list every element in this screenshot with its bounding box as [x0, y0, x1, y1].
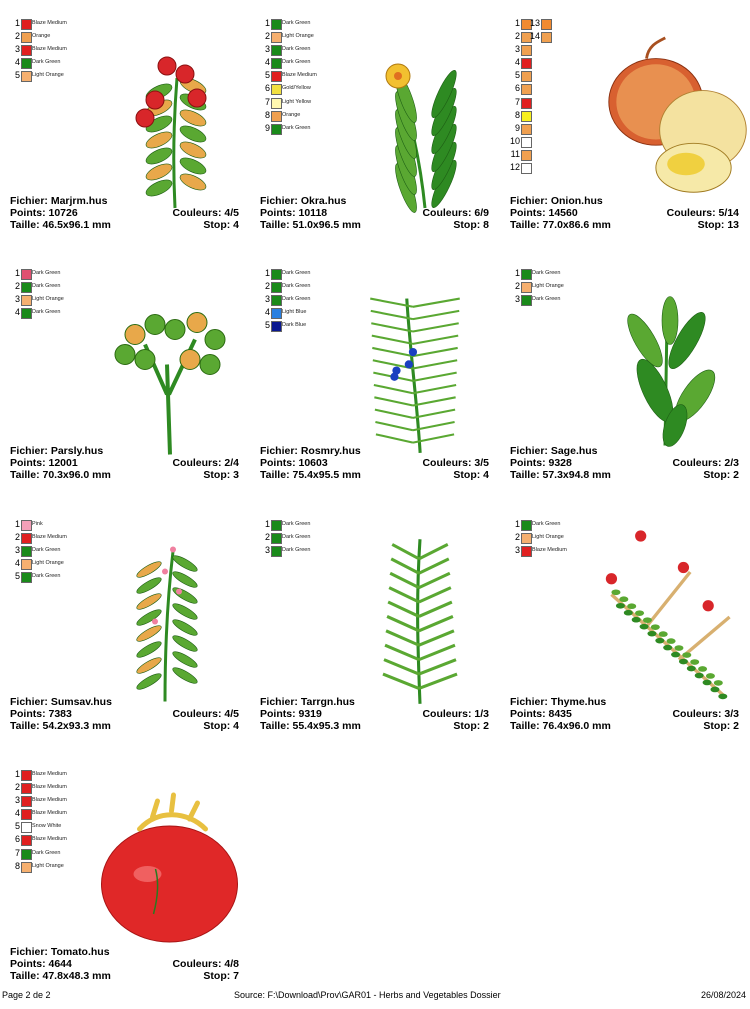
color-swatch	[21, 849, 32, 860]
color-number: 1	[514, 519, 520, 529]
color-number: 9	[264, 122, 270, 133]
color-count: Couleurs: 4/5	[172, 207, 239, 219]
color-swatch	[521, 546, 532, 557]
color-number: 2	[14, 782, 20, 793]
color-name: Dark Green	[282, 521, 311, 527]
color-name: Blaze Medium	[32, 20, 67, 26]
color-count: Couleurs: 4/5	[172, 708, 239, 720]
color-name: Dark Green	[282, 270, 311, 276]
design-card	[10, 268, 250, 508]
color-number: 7	[264, 96, 270, 107]
stop-count: Stop: 4	[203, 219, 239, 231]
color-count: Couleurs: 4/8	[172, 958, 239, 970]
color-number: 6	[14, 834, 20, 845]
color-number: 4	[264, 307, 270, 318]
color-name: Snow White	[32, 823, 62, 830]
stitch-points: Points: 4644	[10, 958, 72, 970]
color-swatch	[21, 809, 32, 820]
stitch-points: Points: 10726	[10, 207, 78, 219]
design-card	[10, 769, 250, 1009]
color-name: Light Orange	[532, 534, 564, 541]
color-number: 1	[14, 18, 20, 28]
color-swatch	[21, 770, 32, 781]
color-swatch	[521, 282, 532, 293]
embroidery-design-image	[598, 527, 743, 707]
design-size: Taille: 46.5x96.1 mm	[10, 219, 111, 231]
design-card	[260, 519, 500, 759]
stop-count: Stop: 4	[203, 720, 239, 732]
stop-count: Stop: 3	[203, 469, 239, 481]
stop-count: Stop: 2	[453, 720, 489, 732]
color-number: 3	[514, 44, 520, 55]
stop-count: Stop: 4	[453, 469, 489, 481]
color-count: Couleurs: 2/4	[172, 457, 239, 469]
color-name: Light Orange	[32, 72, 64, 79]
stop-count: Stop: 8	[453, 219, 489, 231]
color-swatch	[21, 19, 32, 30]
stitch-points: Points: 9328	[510, 457, 572, 469]
color-swatch	[271, 71, 282, 82]
color-swatch	[271, 321, 282, 332]
color-swatch	[521, 111, 532, 122]
color-number: 3	[264, 545, 270, 556]
design-card	[510, 519, 750, 759]
color-number: 7	[14, 847, 20, 858]
design-size: Taille: 76.4x96.0 mm	[510, 720, 611, 732]
color-name: Blaze Medium	[32, 534, 67, 541]
color-number: 4	[264, 57, 270, 68]
color-number: 4	[14, 57, 20, 68]
design-card	[10, 519, 250, 759]
color-number: 1	[264, 18, 270, 28]
color-name: Pink	[32, 521, 43, 527]
color-number: 3	[264, 294, 270, 305]
color-number: 7	[514, 96, 520, 107]
color-swatch	[271, 124, 282, 135]
file-name: Fichier: Parsly.hus	[10, 445, 104, 457]
file-name: Fichier: Tarrgn.hus	[260, 696, 355, 708]
color-swatch	[271, 111, 282, 122]
color-swatch	[271, 98, 282, 109]
design-size: Taille: 55.4x95.3 mm	[260, 720, 361, 732]
color-swatch	[271, 58, 282, 69]
color-swatch	[271, 84, 282, 95]
color-number: 2	[264, 31, 270, 42]
color-count: Couleurs: 2/3	[672, 457, 739, 469]
color-swatch	[521, 163, 532, 174]
color-number: 3	[264, 44, 270, 55]
color-swatch	[271, 308, 282, 319]
file-name: Fichier: Sumsav.hus	[10, 696, 112, 708]
color-name: Blaze Medium	[32, 771, 67, 777]
color-swatch	[21, 71, 32, 82]
file-name: Fichier: Rosmry.hus	[260, 445, 361, 457]
color-number: 4	[14, 307, 20, 318]
color-number: 10	[510, 135, 521, 146]
color-name: Dark Green	[532, 270, 561, 276]
color-swatch	[521, 520, 532, 531]
color-swatch	[21, 520, 32, 531]
color-name: Dark Green	[282, 20, 311, 26]
color-number: 8	[514, 109, 520, 120]
color-number: 6	[514, 83, 520, 94]
design-size: Taille: 54.2x93.3 mm	[10, 720, 111, 732]
color-name: Light Blue	[282, 309, 307, 316]
color-name: Dark Green	[532, 296, 561, 303]
color-number: 3	[514, 545, 520, 556]
color-name: Dark Green	[282, 283, 311, 290]
color-swatch	[271, 546, 282, 557]
color-number: 4	[514, 57, 520, 68]
color-number: 2	[14, 31, 20, 42]
color-number: 4	[14, 558, 20, 569]
color-number: 12	[510, 162, 521, 173]
color-swatch	[541, 32, 552, 43]
color-swatch	[271, 269, 282, 280]
color-count: Couleurs: 5/14	[666, 207, 739, 219]
color-number: 2	[264, 281, 270, 292]
color-swatch	[21, 45, 32, 56]
color-swatch	[521, 295, 532, 306]
color-name: Dark Green	[32, 547, 61, 554]
color-name: Blaze Medium	[32, 46, 67, 53]
color-name: Dark Green	[32, 270, 61, 276]
color-number: 5	[264, 70, 270, 81]
color-swatch	[21, 862, 32, 873]
stitch-points: Points: 9319	[260, 708, 322, 720]
color-count: Couleurs: 3/5	[422, 457, 489, 469]
stop-count: Stop: 7	[203, 970, 239, 982]
color-number: 3	[14, 545, 20, 556]
color-count: Couleurs: 1/3	[422, 708, 489, 720]
color-number: 3	[514, 294, 520, 305]
color-name: Dark Green	[282, 124, 311, 131]
color-name: Dark Green	[32, 283, 61, 290]
color-number: 2	[14, 532, 20, 543]
color-name: Dark Green	[32, 573, 61, 580]
embroidery-design-image	[365, 529, 475, 709]
design-size: Taille: 47.8x48.3 mm	[10, 970, 111, 982]
color-number: 9	[514, 122, 520, 133]
color-number: 2	[14, 281, 20, 292]
color-number: 8	[264, 109, 270, 120]
color-swatch	[521, 45, 532, 56]
color-number: 5	[14, 70, 20, 81]
embroidery-design-image	[370, 38, 480, 213]
color-swatch	[21, 533, 32, 544]
color-name: Dark Green	[32, 309, 61, 316]
color-name: Dark Blue	[282, 322, 307, 329]
color-name: Dark Green	[282, 46, 311, 53]
embroidery-design-image	[90, 789, 250, 949]
color-number: 1	[264, 519, 270, 529]
color-swatch	[21, 822, 32, 833]
color-swatch	[521, 533, 532, 544]
design-size: Taille: 57.3x94.8 mm	[510, 469, 611, 481]
color-number: 5	[14, 821, 20, 832]
color-name: Dark Green	[282, 534, 311, 541]
design-size: Taille: 51.0x96.5 mm	[260, 219, 361, 231]
color-swatch	[521, 269, 532, 280]
stop-count: Stop: 13	[697, 219, 739, 231]
design-card	[260, 18, 500, 258]
stitch-points: Points: 8435	[510, 708, 572, 720]
file-name: Fichier: Onion.hus	[510, 195, 603, 207]
design-size: Taille: 77.0x86.6 mm	[510, 219, 611, 231]
file-name: Fichier: Tomato.hus	[10, 946, 110, 958]
color-swatch	[21, 835, 32, 846]
color-swatch	[21, 546, 32, 557]
color-name: Dark Green	[282, 59, 311, 66]
color-name: Blaze Medium	[32, 836, 67, 843]
embroidery-design-image	[105, 282, 235, 462]
color-number: 2	[514, 281, 520, 292]
stitch-points: Points: 12001	[10, 457, 78, 469]
color-number: 11	[510, 148, 520, 159]
color-swatch	[21, 269, 32, 280]
color-name: Blaze Medium	[32, 810, 67, 817]
color-name: Dark Green	[32, 59, 61, 66]
file-name: Fichier: Thyme.hus	[510, 696, 607, 708]
design-card	[510, 18, 750, 258]
color-name: Blaze Medium	[32, 784, 67, 791]
stitch-points: Points: 14560	[510, 207, 578, 219]
stop-count: Stop: 2	[703, 469, 739, 481]
color-swatch	[521, 58, 532, 69]
color-swatch	[21, 572, 32, 583]
color-number: 8	[14, 860, 20, 871]
embroidery-design-image	[115, 38, 235, 213]
color-number: 5	[14, 571, 20, 582]
color-swatch	[521, 150, 532, 161]
color-number: 4	[14, 808, 20, 819]
color-swatch	[21, 559, 32, 570]
embroidery-design-image	[615, 278, 725, 458]
color-swatch	[521, 124, 532, 135]
color-name: Gold/Yellow	[282, 85, 311, 92]
color-number: 1	[514, 18, 520, 28]
color-number: 5	[264, 320, 270, 331]
color-number: 1	[14, 268, 20, 278]
color-name: Dark Green	[282, 296, 311, 303]
color-count: Couleurs: 6/9	[422, 207, 489, 219]
embroidery-design-image	[590, 26, 750, 206]
color-swatch	[21, 58, 32, 69]
color-number: 2	[514, 31, 520, 42]
print-date: 26/08/2024	[700, 990, 746, 1000]
color-swatch	[271, 282, 282, 293]
design-card	[10, 18, 250, 258]
color-swatch	[271, 45, 282, 56]
color-swatch	[271, 533, 282, 544]
color-swatch	[21, 308, 32, 319]
color-swatch	[521, 71, 532, 82]
color-number: 2	[514, 532, 520, 543]
color-number: 14	[530, 31, 541, 42]
color-name: Light Yellow	[282, 98, 312, 105]
color-swatch	[21, 796, 32, 807]
color-swatch	[21, 783, 32, 794]
file-name: Fichier: Okra.hus	[260, 195, 347, 207]
design-size: Taille: 75.4x95.5 mm	[260, 469, 361, 481]
color-name: Dark Green	[282, 547, 311, 554]
stitch-points: Points: 10118	[260, 207, 328, 219]
color-number: 3	[14, 44, 20, 55]
source-path: Source: F:\Download\Prov\GAR01 - Herbs and Vegetables Dossier	[234, 990, 501, 1000]
file-name: Fichier: Marjrm.hus	[10, 195, 108, 207]
color-number: 6	[264, 83, 270, 94]
color-number: 1	[264, 268, 270, 278]
color-number: 1	[514, 268, 520, 278]
embroidery-design-image	[115, 529, 225, 709]
color-name: Orange	[282, 111, 301, 118]
color-name: Light Orange	[32, 560, 64, 567]
color-swatch	[521, 98, 532, 109]
color-name: Blaze Medium	[532, 547, 567, 554]
color-number: 3	[14, 294, 20, 305]
color-swatch	[21, 32, 32, 43]
color-swatch	[21, 282, 32, 293]
color-swatch	[271, 32, 282, 43]
color-swatch	[521, 84, 532, 95]
color-number: 2	[264, 532, 270, 543]
color-number: 1	[14, 519, 20, 529]
color-number: 3	[14, 795, 20, 806]
stop-count: Stop: 2	[703, 720, 739, 732]
page-number: Page 2 de 2	[2, 990, 51, 1000]
color-swatch	[21, 295, 32, 306]
color-name: Dark Green	[32, 849, 61, 856]
color-name: Light Orange	[32, 862, 64, 869]
color-swatch	[271, 19, 282, 30]
color-name: Blaze Medium	[282, 72, 317, 79]
design-card	[260, 268, 500, 508]
design-size: Taille: 70.3x96.0 mm	[10, 469, 111, 481]
color-count: Couleurs: 3/3	[672, 708, 739, 720]
stitch-points: Points: 7383	[10, 708, 72, 720]
color-swatch	[521, 137, 532, 148]
color-name: Dark Green	[532, 521, 561, 527]
color-name: Blaze Medium	[32, 797, 67, 804]
stitch-points: Points: 10603	[260, 457, 328, 469]
design-card	[510, 268, 750, 508]
color-name: Light Orange	[32, 296, 64, 303]
color-number: 5	[514, 70, 520, 81]
color-swatch	[271, 295, 282, 306]
color-number: 13	[530, 18, 541, 28]
color-swatch	[271, 520, 282, 531]
color-name: Orange	[32, 33, 51, 40]
color-name: Light Orange	[532, 283, 564, 290]
embroidery-design-image	[350, 278, 480, 458]
color-swatch	[541, 19, 552, 30]
color-number: 1	[14, 769, 20, 779]
file-name: Fichier: Sage.hus	[510, 445, 598, 457]
color-name: Light Orange	[282, 33, 314, 40]
